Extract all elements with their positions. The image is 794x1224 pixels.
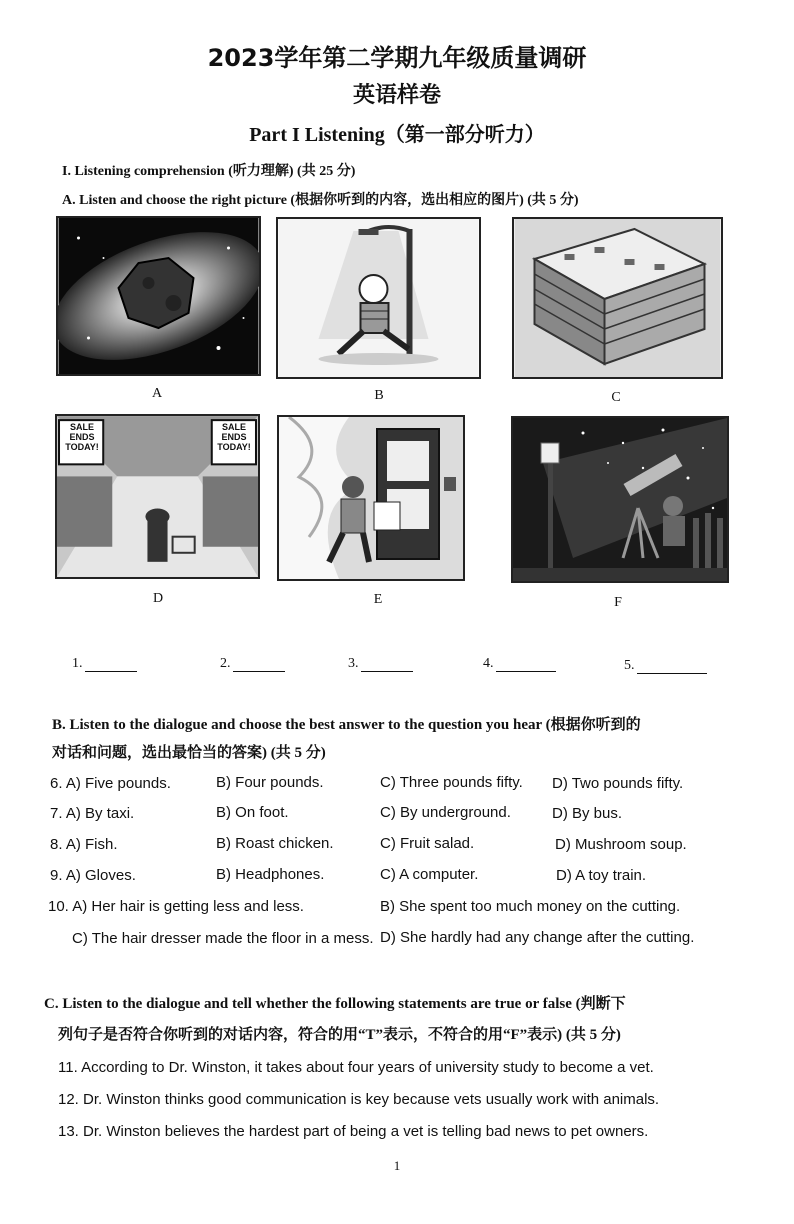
q8-option-b: B) Roast chicken. [216,835,334,852]
section-b-heading-line1: B. Listen to the dialogue and choose the best answer to the question you hear (根据你听到的 [52,717,641,733]
sale-sign-right-line3: TODAY! [217,442,251,452]
parking-building-icon [514,219,721,377]
picture-d [55,414,260,579]
page-number: 1 [393,1158,401,1173]
picture-label-d: D [152,591,164,606]
picture-label-c: C [611,390,621,405]
answer-blank-1[interactable] [72,656,137,672]
q10-option-b: B) She spent too much money on the cutting. [380,898,681,915]
q9-option-c: C) A computer. [380,866,479,883]
sale-sign-right-line2: ENDS [221,432,247,442]
picture-e [277,415,465,581]
section-a-heading: A. Listen and choose the right picture (根据你听到的内容，选出相应的图片) (共 5 分) [62,193,579,208]
q9-option-d: D) A toy train. [556,867,647,884]
q9-option-a: 9. A) Gloves. [50,867,136,884]
girl-near-fire-icon [279,417,463,579]
q10-option-a: 10. A) Her hair is getting less and less. [48,898,304,915]
sale-sign-left-line2: ENDS [69,432,95,442]
q7-option-b: B) On foot. [216,804,289,821]
q7-option-d: D) By bus. [552,805,623,822]
part-title: Part I Listening（第一部分听力） [249,124,545,146]
q6-option-d: D) Two pounds fifty. [552,775,684,792]
q8-option-c: C) Fruit salad. [380,835,475,852]
q8-option-a: 8. A) Fish. [50,836,118,853]
q6-option-a: 6. A) Five pounds. [50,775,171,792]
statement-11: 11. According to Dr. Winston, it takes about four years of university study to become a vet. [58,1059,654,1076]
answer-blank-number: 2. [220,656,231,671]
answer-blank-5[interactable] [624,658,707,674]
sale-sign-right-line1: SALE [221,422,246,432]
picture-label-f: F [614,595,622,610]
picture-label-e: E [373,592,383,607]
picture-label-b: B [374,388,384,403]
exam-subtitle: 英语样卷 [352,83,441,108]
picture-label-a: A [151,386,163,401]
picture-b [276,217,481,379]
exam-title: 2023学年第二学期九年级质量调研 [207,44,587,72]
q7-option-a: 7. A) By taxi. [50,805,135,822]
section-b-heading-line2: 对话和问题，选出最恰当的答案) (共 5 分) [52,745,326,761]
q6-option-b: B) Four pounds. [216,774,324,791]
q6-option-c: C) Three pounds fifty. [380,774,523,791]
picture-f [511,416,729,583]
answer-blank-number: 4. [483,656,494,671]
answer-blank-number: 1. [72,656,83,671]
answer-blank-2[interactable] [220,656,285,672]
answer-blank-4[interactable] [483,656,556,672]
q8-option-d: D) Mushroom soup. [555,836,687,853]
answer-blank-3[interactable] [348,656,413,672]
sale-sign-left-line1: SALE [69,422,94,432]
answer-blank-number: 5. [624,658,635,673]
q9-option-b: B) Headphones. [216,866,325,883]
section-c-heading-line2: 列句子是否符合你听到的对话内容，符合的用“T”表示，不符合的用“F”表示) (共 5 分) [58,1027,621,1043]
section-c-heading-line1: C. Listen to the dialogue and tell whether the following statements are true or false (判断下 [44,996,626,1012]
statement-12: 12. Dr. Winston thinks good communication is key because vets usually work with animals. [58,1091,660,1108]
statement-13: 13. Dr. Winston believes the hardest part of being a vet is telling bad news to pet owners. [58,1123,649,1140]
q10-option-d: D) She hardly had any change after the cutting. [380,929,695,946]
sale-sign-left-line3: TODAY! [65,442,99,452]
picture-a [56,216,261,376]
asteroid-explosion-icon [58,218,259,374]
picture-c [512,217,723,379]
answer-blank-number: 3. [348,656,359,671]
section-i-heading: I. Listening comprehension (听力理解) (共 25 分) [62,164,356,179]
q10-option-c: C) The hair dresser made the floor in a mess. [72,930,374,947]
q7-option-c: C) By underground. [380,804,511,821]
boy-under-streetlight-icon [278,219,479,377]
telescope-night-icon [513,418,727,581]
